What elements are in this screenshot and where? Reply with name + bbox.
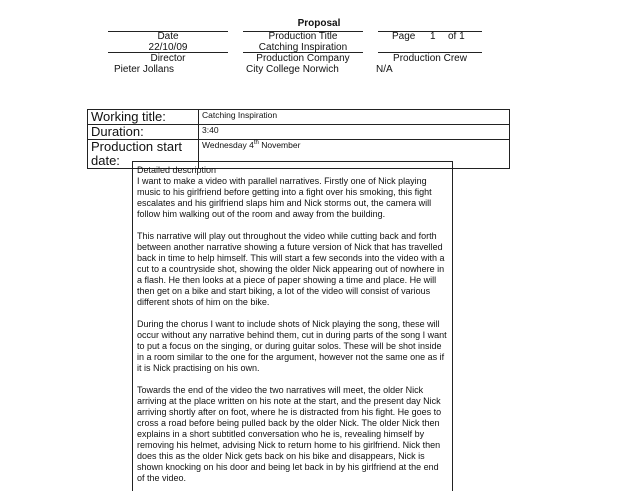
date-label: Date <box>157 31 179 42</box>
production-company-value: City College Norwich <box>246 64 339 75</box>
production-crew-label: Production Crew <box>393 53 467 64</box>
duration-label: Duration: <box>88 125 199 140</box>
start-date-month: November <box>258 140 301 150</box>
page-of: of 1 <box>448 31 465 42</box>
description-paragraph: I want to make a video with parallel narratives. Firstly one of Nick playing music to his girlfriend before getting into a fight over his smoking, this fight escalates and his girlfriend slaps him and Nick storms out, the camera will follow him walking out of the room and away from the building. <box>137 176 432 219</box>
working-title-row <box>88 110 510 125</box>
description-paragraph: This narrative will play out throughout the video while cutting back and forth between another narrative showing a future version of Nick that has travelled back in time to help himself. This will start a few seconds into the video with a cut to a countryside shot, showing the older Nick appearing out of nowhere in a flash. He then looks at a piece of paper showing a time and place. He will then get on a bike and start biking, a lot of the video will consist of various different shots of him on the bike. <box>137 231 445 307</box>
description-paragraph: During the chorus I want to include shots of Nick playing the song, these will occur without any narrative behind them, cut in during parts of the song I want to put a focus on the singing, or during guitar solos. These will be shot inside in a room similar to the one for the argument, however not the same one as if it is Nick practising on his own. <box>137 319 447 373</box>
production-company-label: Production Company <box>256 53 350 64</box>
page-label: Page <box>392 31 416 42</box>
page-number: 1 <box>430 31 436 42</box>
working-title-label: Working title: <box>88 110 199 125</box>
production-crew-value: N/A <box>376 64 393 75</box>
director-label: Director <box>150 53 186 64</box>
duration-value: 3:40 <box>199 125 510 140</box>
working-title-value: Catching Inspiration <box>199 110 510 125</box>
description-heading: Detailed description <box>137 165 217 175</box>
director-value: Pieter Jollans <box>114 64 175 75</box>
detailed-description-box <box>132 161 453 491</box>
start-date-suffix: th <box>253 140 259 147</box>
start-date-label: Production start date: <box>88 140 199 169</box>
production-info-table <box>87 109 510 169</box>
document-title: Proposal <box>297 18 341 29</box>
production-title-label: Production Title <box>268 31 338 42</box>
description-paragraph: Towards the end of the video the two narratives will meet, the older Nick arriving at the place written on his note at the start, and the present day Nick arriving shortly after on foot, where he is distracted from his fight. He goes to cross a road before being pulled back by the older Nick. The older Nick then explains in a short subtitled conversation who he is, revealing himself by removing his helmet, advising Nick to return home to his girlfriend. Nick then does this as the older Nick gets back on his bike and disappears, Nick is shown knocking on his door and being let back in by his girlfriend at the end of the video. <box>137 385 442 483</box>
start-date-day: Wednesday 4 <box>202 140 254 150</box>
date-value: 22/10/09 <box>148 42 188 53</box>
production-title-value: Catching Inspiration <box>258 42 348 53</box>
duration-row <box>88 125 510 140</box>
